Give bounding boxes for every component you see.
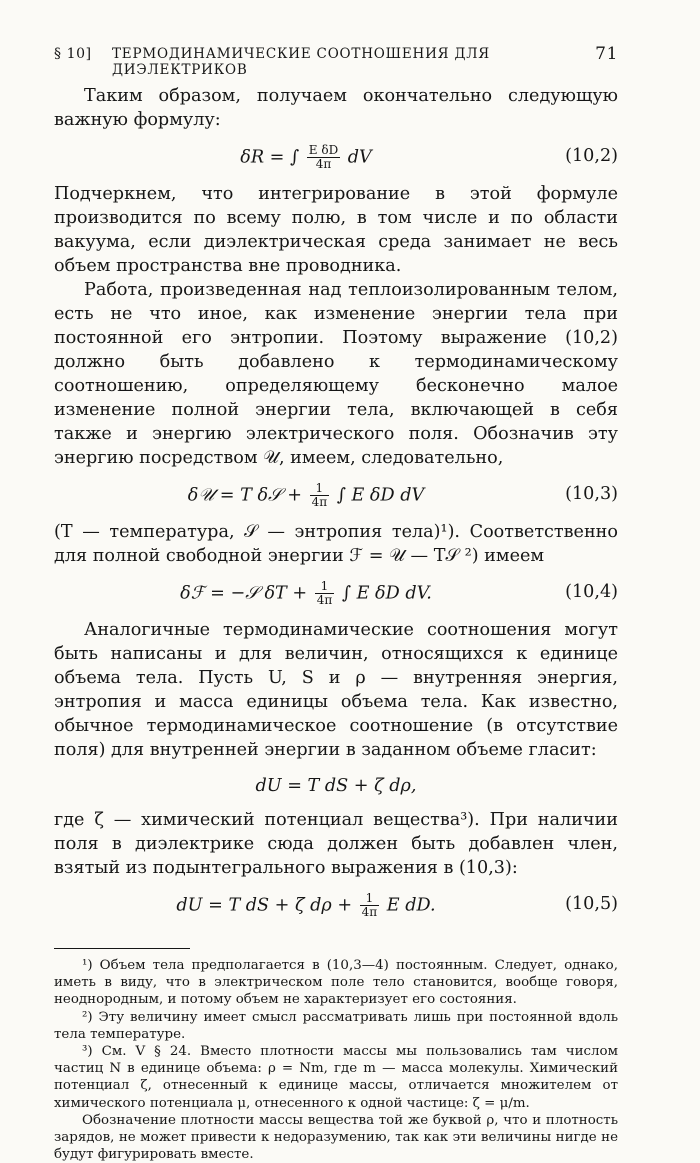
eq3-right: ∫ E δD dV.	[341, 583, 432, 604]
paragraph-5: Аналогичные термодинамические соотношения могут быть написаны и для величин, относящихся к единице объема тела. Пусть U, S и ρ — внутренняя энергия, энтропия и масса единицы объема тела. Как известно, обычное термодинамическое соотношение (в отсутствие поля) для внутренней энергии в заданном объеме гласит:	[54, 620, 618, 760]
eq2-numerator: 1	[310, 482, 330, 496]
eq5-denominator: 4π	[361, 905, 378, 919]
section-marker: § 10]	[54, 46, 92, 62]
eq1-denominator: 4π	[315, 157, 332, 171]
eq3-left: δℱ = −𝒮 δT +	[180, 583, 308, 604]
equation-internal-energy	[54, 766, 618, 804]
book-page	[54, 40, 618, 1163]
eq5-left: dU = T dS + ζ dρ +	[176, 895, 353, 916]
eq5-label: (10,5)	[565, 894, 618, 914]
running-header	[54, 40, 618, 78]
eq2-fraction	[310, 482, 330, 509]
eq3-fraction	[315, 580, 335, 607]
equation-10-4	[54, 572, 618, 614]
paragraph-4: (T — температура, 𝒮 — энтропия тела)¹). Соответственно для полной свободной энергии ℱ = 𝒰 — T𝒮 ²) имеем	[54, 522, 618, 566]
paragraph-3: Работа, произведенная над теплоизолированным телом, есть не что иное, как изменение энергии тела при постоянной его энтропии. Поэтому выражение (10,2) должно быть добавлено к термодинамическому соотношению, определяющему бесконечно малое изменение полной энергии тела, включающей в себя также и энергию электрического поля. Обозначив эту энергию посредством 𝒰, имеем, следовательно,	[54, 280, 618, 468]
eq5-right: E dD.	[386, 895, 436, 916]
eq2-label: (10,3)	[565, 484, 618, 504]
eq2-denominator: 4π	[311, 495, 328, 509]
eq1-right: dV	[347, 147, 372, 168]
equation-10-5	[54, 884, 618, 926]
equation-10-3	[54, 474, 618, 516]
eq2-left: δ𝒰 = T δ𝒮 +	[187, 485, 303, 506]
paragraph-1: Таким образом, получаем окончательно следующую важную формулу:	[54, 86, 618, 130]
footnote-rule	[54, 948, 190, 949]
footnote-4: Обозначение плотности массы вещества той же буквой ρ, что и плотность зарядов, не может привести к недоразумению, так как эти величины нигде не будут фигурировать вместе.	[54, 1112, 618, 1163]
eq4: dU = T dS + ζ dρ,	[255, 776, 417, 796]
eq3-denominator: 4π	[316, 593, 333, 607]
page-number: 71	[595, 44, 618, 64]
eq1-left: δR = ∫	[240, 147, 300, 168]
footnote-2: ²) Эту величину имеет смысл рассматривать лишь при постоянной вдоль тела температуре.	[54, 1009, 618, 1042]
main-text	[54, 84, 618, 926]
running-title: ТЕРМОДИНАМИЧЕСКИЕ СООТНОШЕНИЯ ДЛЯ ДИЭЛЕКТРИКОВ	[112, 46, 491, 78]
eq1-label: (10,2)	[565, 146, 618, 166]
eq3-label: (10,4)	[565, 582, 618, 602]
eq1-numerator: E δD	[308, 143, 339, 157]
eq5-fraction	[360, 892, 380, 919]
footnotes	[54, 957, 618, 1163]
paragraph-2: Подчеркнем, что интегрирование в этой формуле производится по всему полю, в том числе и по области вакуума, если диэлектрическая среда занимает не весь объем пространства вне проводника.	[54, 184, 618, 276]
eq1-fraction	[307, 144, 340, 171]
footnote-3: ³) См. V § 24. Вместо плотности массы мы пользовались там числом частиц N в единице объема: ρ = Nm, где m — масса молекулы. Химический потенциал ζ, отнесенный к единице массы, отличается множителем от химического потенциала μ, отнесенного к одной частице: ζ = μ/m.	[54, 1044, 618, 1111]
equation-10-2	[54, 136, 618, 178]
eq3-numerator: 1	[315, 580, 335, 594]
paragraph-6: где ζ — химический потенциал вещества³). При наличии поля в диэлектрике сюда должен быть добавлен член, взятый из подынтегрального выражения в (10,3):	[54, 810, 618, 878]
footnote-1: ¹) Объем тела предполагается в (10,3—4) постоянным. Следует, однако, иметь в виду, что в электрическом поле тело становится, вообще говоря, неоднородным, и потому объем не характеризует его состояния.	[54, 958, 618, 1008]
eq5-numerator: 1	[360, 892, 380, 906]
eq2-right: ∫ E δD dV	[336, 485, 425, 506]
